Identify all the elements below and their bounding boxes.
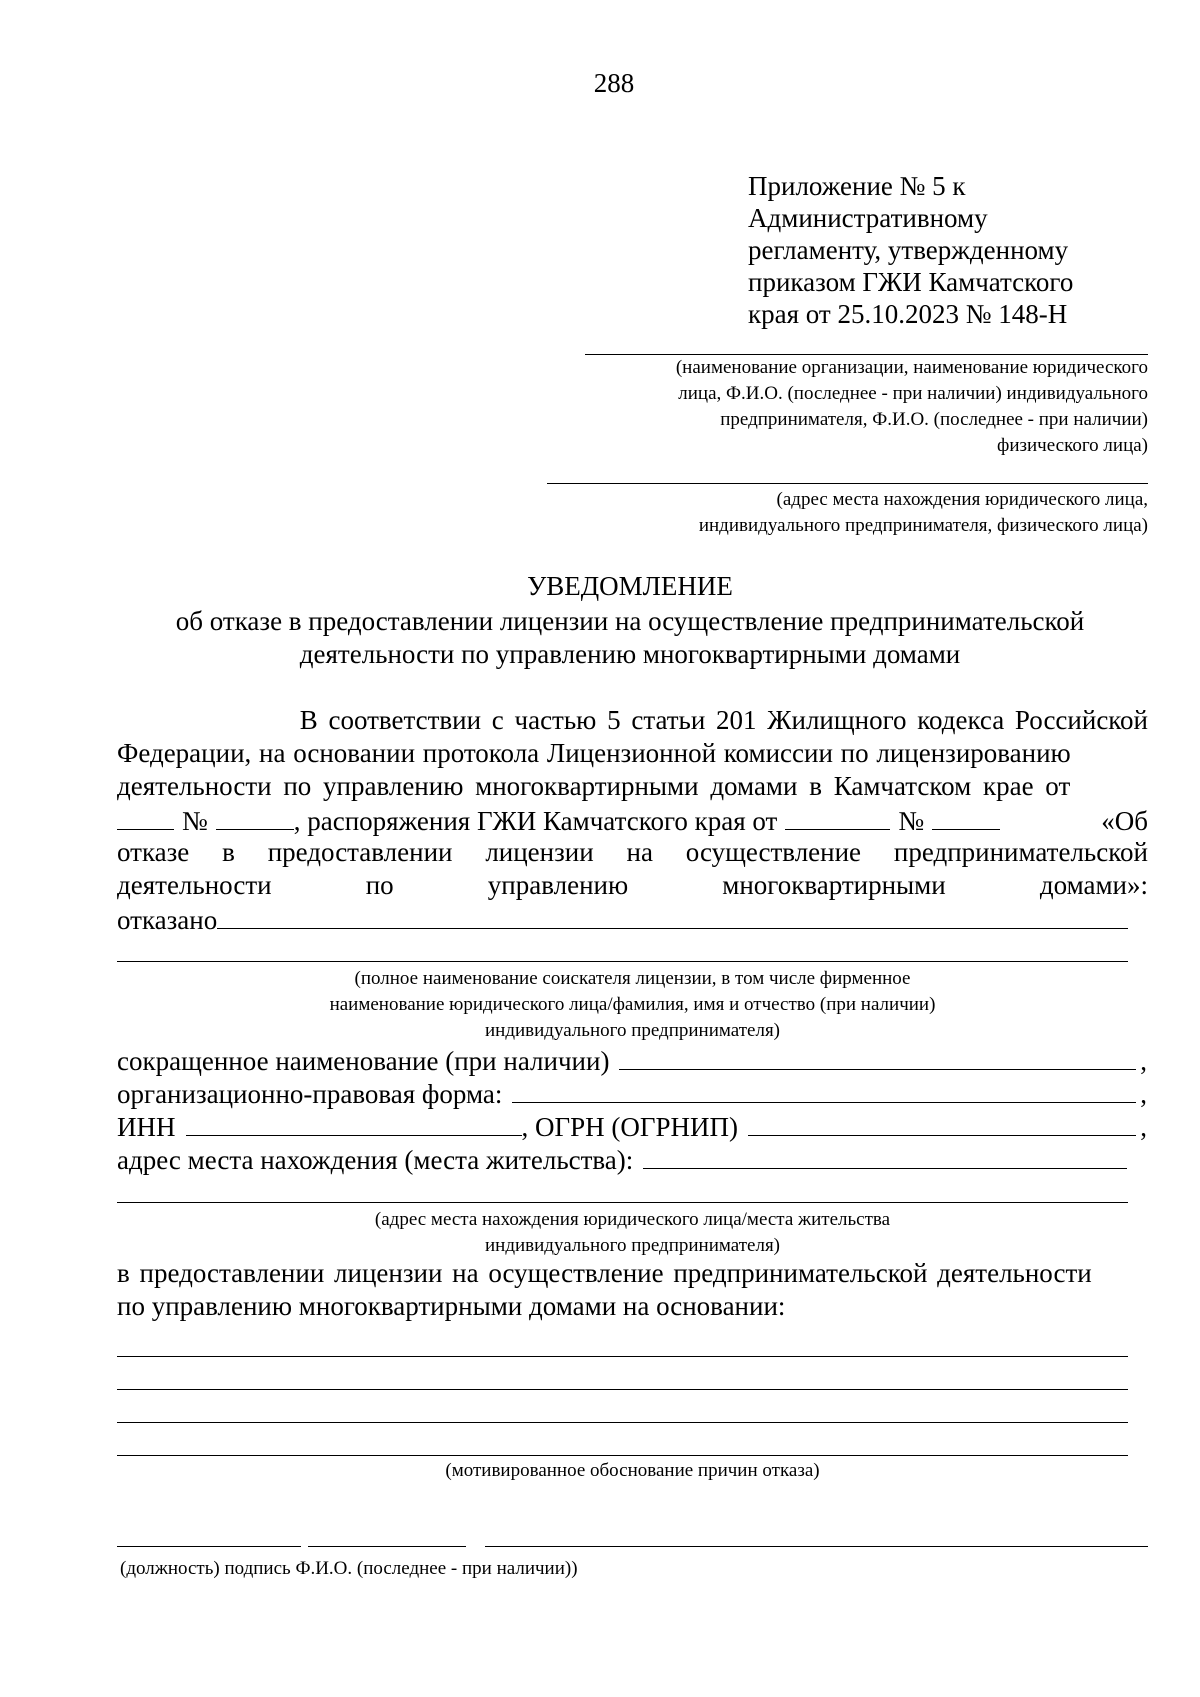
number-blank[interactable]	[932, 803, 1000, 830]
caption-line: индивидуального предпринимателя)	[484, 1235, 781, 1256]
document-subtitle	[0, 605, 1200, 671]
ogrn-blank[interactable]	[748, 1109, 1136, 1136]
page-number: 288	[593, 68, 635, 98]
caption-line: (наименование организации, наименование юридического	[675, 357, 1148, 378]
caption-line: физического лица)	[997, 435, 1148, 456]
reason-line	[117, 1356, 1128, 1357]
short-name-blank[interactable]	[619, 1043, 1136, 1070]
address-field: адрес места нахождения (места жительства):	[117, 1142, 1127, 1175]
body-line: деятельности по управлению многоквартирными домами»:	[117, 870, 1148, 900]
appendix-line: регламенту, утвержденному	[748, 235, 1069, 265]
appendix-line: Административному	[748, 203, 988, 233]
body-line: Федерации, на основании протокола Лицензионной комиссии по лицензированию	[117, 738, 1071, 768]
body-line: отказе в предоставлении лицензии на осуществление предпринимательской	[117, 837, 1148, 867]
recipient-caption	[500, 355, 1148, 459]
refused-blank[interactable]	[217, 902, 1128, 929]
caption-line: индивидуального предпринимателя, физического лица)	[698, 515, 1148, 536]
document-title: УВЕДОМЛЕНИЕ	[527, 571, 733, 601]
legal-form-field: организационно-правовая форма: ,	[117, 1076, 1147, 1109]
body-line: В соответствии с частью 5 статьи 201 Жилищного кодекса Российской	[299, 705, 1148, 735]
recipient-address-line	[547, 483, 1148, 484]
appendix-line: приказом ГЖИ Камчатского	[748, 267, 1074, 297]
subtitle-line: об отказе в предоставлении лицензии на осуществление предпринимательской	[175, 606, 1085, 636]
date-blank[interactable]	[785, 803, 890, 830]
reason-line	[117, 1389, 1128, 1390]
caption-line: предпринимателя, Ф.И.О. (последнее - при наличии)	[720, 409, 1148, 430]
caption-line: наименование юридического лица/фамилия, имя и отчество (при наличии)	[329, 994, 936, 1015]
caption-line: (полное наименование соискателя лицензии, в том числе фирменное	[354, 968, 911, 989]
address-caption	[500, 487, 1148, 539]
caption-line: (адрес места нахождения юридического лица/места жительства	[374, 1209, 891, 1230]
full-name-line	[485, 1546, 1148, 1547]
appendix-line: края от 25.10.2023 № 148-Н	[748, 299, 1068, 329]
caption-line: индивидуального предпринимателя)	[484, 1020, 781, 1041]
reason-caption: (мотивированное обоснование причин отказа)	[445, 1460, 820, 1481]
caption-line: (адрес места нахождения юридического лица,	[776, 489, 1148, 510]
appendix-reference	[748, 170, 1073, 330]
applicant-caption	[117, 966, 1148, 1044]
address-blank[interactable]	[643, 1142, 1127, 1169]
body-line: № , распоряжения ГЖИ Камчатского края от № «Об	[117, 803, 1148, 836]
caption-line: лица, Ф.И.О. (последнее - при наличии) индивидуального	[678, 383, 1148, 404]
reason-line	[117, 1455, 1128, 1456]
legal-form-blank[interactable]	[512, 1076, 1136, 1103]
body-line: деятельности по управлению многоквартирными домами в Камчатском крае от	[117, 771, 1071, 801]
address2-caption	[117, 1207, 1148, 1259]
position-line	[117, 1546, 301, 1547]
inn-ogrn-field: ИНН , ОГРН (ОГРНИП) ,	[117, 1109, 1147, 1142]
short-name-field: сокращенное наименование (при наличии) ,	[117, 1043, 1147, 1076]
reason-intro-line: по управлению многоквартирными домами на основании:	[117, 1291, 786, 1321]
signature-line	[308, 1546, 466, 1547]
applicant-name-line	[117, 961, 1128, 962]
signature-caption: (должность) подпись Ф.И.О. (последнее - при наличии))	[120, 1558, 578, 1579]
address-continuation-line	[117, 1202, 1128, 1203]
date-blank[interactable]	[117, 803, 174, 830]
inn-blank[interactable]	[186, 1109, 522, 1136]
reason-intro-line: в предоставлении лицензии на осуществление предпринимательской деятельности	[117, 1258, 1092, 1288]
reason-line	[117, 1422, 1128, 1423]
refused-line: отказано	[117, 902, 1132, 935]
appendix-line: Приложение № 5 к	[748, 171, 966, 201]
number-blank[interactable]	[216, 803, 294, 830]
subtitle-line: деятельности по управлению многоквартирными домами	[299, 639, 961, 669]
